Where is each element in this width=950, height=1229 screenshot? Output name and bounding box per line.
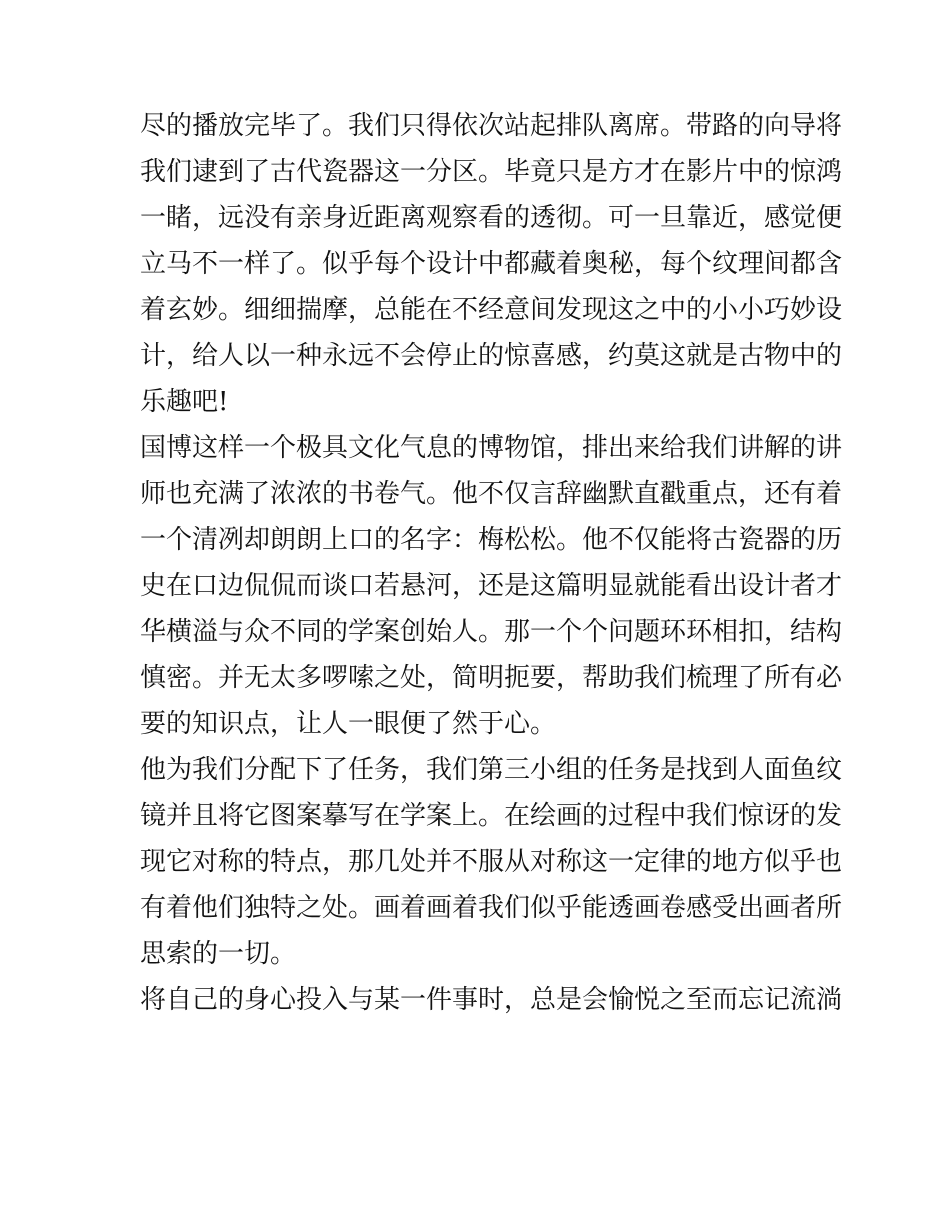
paragraph-4 <box>140 977 843 1023</box>
text-line: 计，给人以一种永远不会停止的惊喜感，约莫这就是古物中的 <box>140 341 843 371</box>
text-line: 他为我们分配下了任务，我们第三小组的任务是找到人面鱼纹 <box>140 755 843 785</box>
paragraph-3 <box>140 747 843 977</box>
text-line: 史在口边侃侃而谈口若悬河，还是这篇明显就能看出设计者才 <box>140 571 843 601</box>
text-line: 一睹，远没有亲身近距离观察看的透彻。可一旦靠近，感觉便 <box>140 203 843 233</box>
text-line: 有着他们独特之处。画着画着我们似乎能透画卷感受出画者所 <box>140 893 843 923</box>
text-line: 我们逮到了古代瓷器这一分区。毕竟只是方才在影片中的惊鸿 <box>140 157 843 187</box>
text-line: 师也充满了浓浓的书卷气。他不仅言辞幽默直戳重点，还有着 <box>140 479 843 509</box>
text-line: 镜并且将它图案摹写在学案上。在绘画的过程中我们惊讶的发 <box>140 801 843 831</box>
text-line: 慎密。并无太多啰嗦之处，简明扼要，帮助我们梳理了所有必 <box>140 663 843 693</box>
text-line: 着玄妙。细细揣摩，总能在不经意间发现这之中的小小巧妙设 <box>140 295 843 325</box>
text-line: 乐趣吧! <box>140 387 229 417</box>
text-line: 一个清冽却朗朗上口的名字：梅松松。他不仅能将古瓷器的历 <box>140 525 843 555</box>
text-line: 尽的播放完毕了。我们只得依次站起排队离席。带路的向导将 <box>140 111 843 141</box>
text-line: 华横溢与众不同的学案创始人。那一个个问题环环相扣，结构 <box>140 617 843 647</box>
document-body <box>140 103 843 1023</box>
text-line: 要的知识点，让人一眼便了然于心。 <box>140 709 557 739</box>
paragraph-2 <box>140 425 843 747</box>
text-line: 国博这样一个极具文化气息的博物馆，排出来给我们讲解的讲 <box>140 433 843 463</box>
paragraph-1 <box>140 103 843 425</box>
text-line: 思索的一切。 <box>140 939 297 969</box>
text-line: 立马不一样了。似乎每个设计中都藏着奥秘，每个纹理间都含 <box>140 249 843 279</box>
text-line: 现它对称的特点，那几处并不服从对称这一定律的地方似乎也 <box>140 847 843 877</box>
text-line: 将自己的身心投入与某一件事时，总是会愉悦之至而忘记流淌 <box>140 985 843 1015</box>
